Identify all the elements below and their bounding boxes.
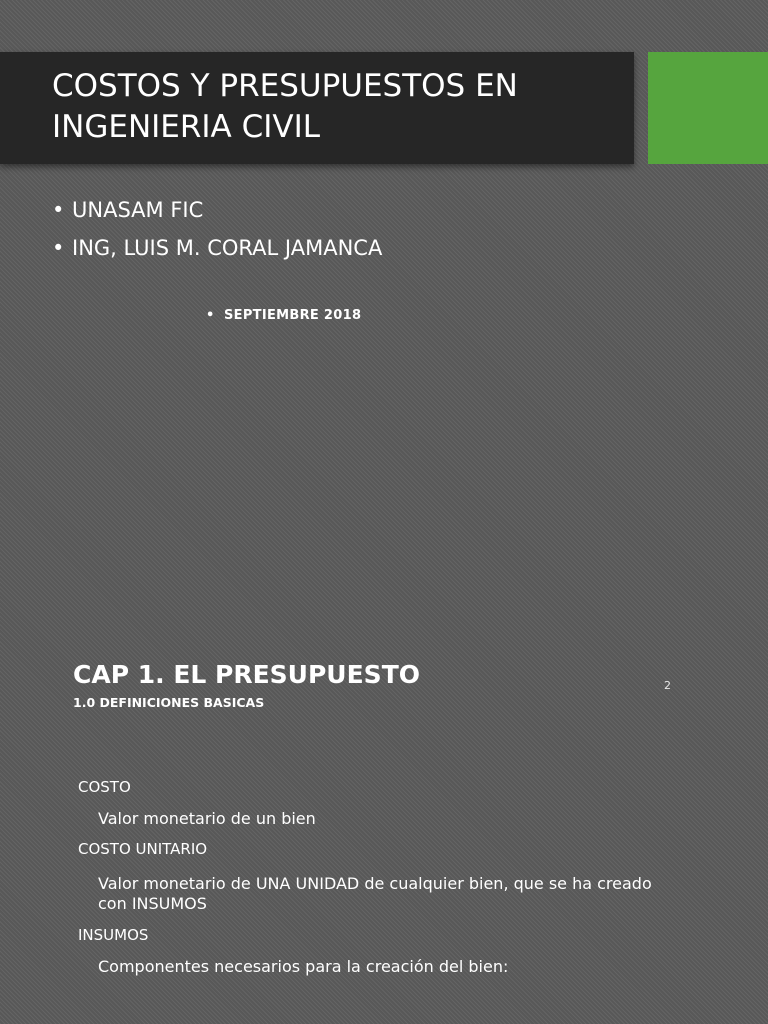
section-subtitle: 1.0 DEFINICIONES BASICAS	[73, 695, 265, 710]
bullet-icon: •	[206, 308, 215, 323]
definition-text: Valor monetario de UNA UNIDAD de cualquier bien, que se ha creado con INSUMOS	[98, 874, 652, 913]
subtitle-item: • ING, LUIS M. CORAL JAMANCA	[52, 236, 383, 260]
subtitle-item: • UNASAM FIC	[52, 198, 204, 222]
title-bar	[0, 52, 634, 164]
date-text: SEPTIEMBRE 2018	[224, 308, 362, 323]
chapter-title: CAP 1. EL PRESUPUESTO	[73, 660, 420, 689]
slide-title: COSTOS Y PRESUPUESTOS EN INGENIERIA CIVIL	[52, 68, 518, 145]
date-line	[206, 308, 361, 323]
definition-text: Componentes necesarios para la creación del bien:	[98, 957, 509, 976]
definition-text: Valor monetario de un bien	[98, 809, 316, 828]
subtitle-list	[52, 196, 382, 272]
accent-block	[648, 52, 768, 164]
definition-term: COSTO UNITARIO	[78, 840, 208, 858]
bullet-icon: •	[52, 236, 65, 260]
bullet-icon: •	[52, 198, 65, 222]
page-number: 2	[664, 679, 671, 692]
definition-term: INSUMOS	[78, 926, 149, 944]
definition-term: COSTO	[78, 778, 131, 796]
slide-2	[0, 590, 768, 1024]
